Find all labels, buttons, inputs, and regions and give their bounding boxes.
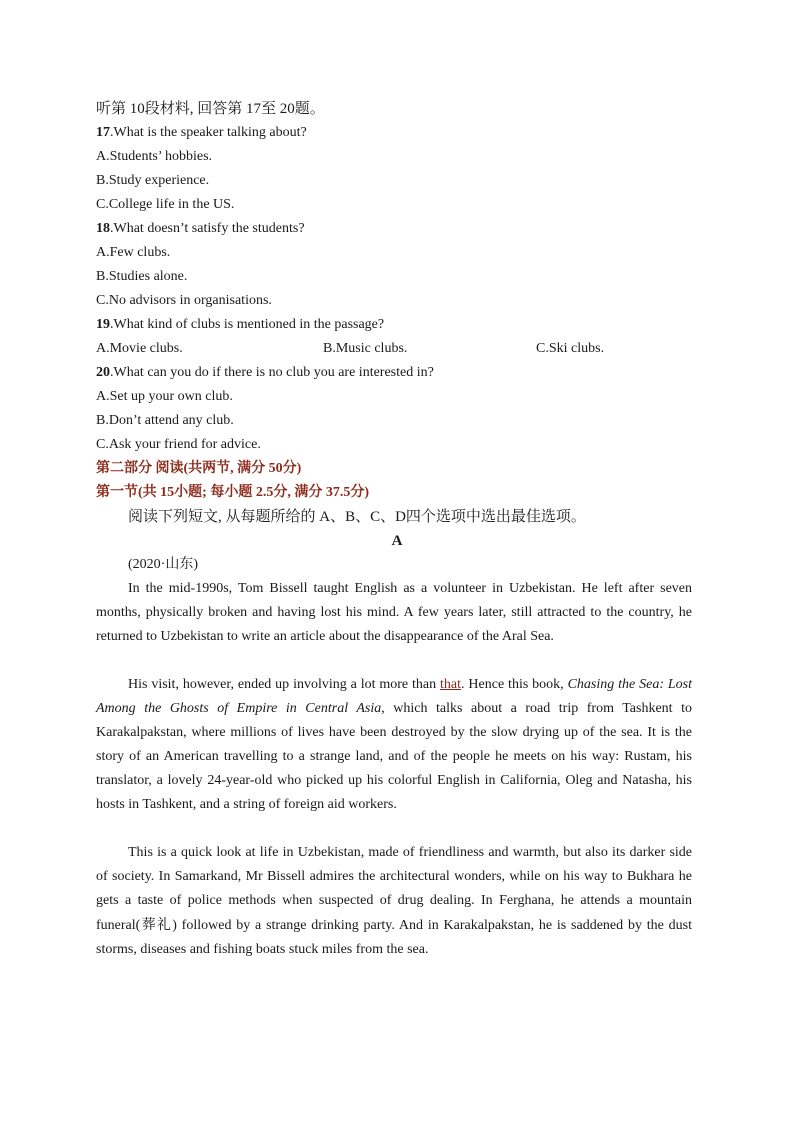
paragraph-text: ) followed by a strange drinking party. And in Karakalpakstan, he is saddened by the dust storms, diseases and fishing boats stuck miles from the sea. xyxy=(96,918,692,957)
option-19-c: C.Ski clubs. xyxy=(536,341,605,356)
question-18 xyxy=(96,217,305,241)
question-text: .What doesn’t satisfy the students? xyxy=(110,221,305,236)
section-intro: 听第 10段材料, 回答第 17至 20题。 xyxy=(96,101,325,117)
option-17-a: A.Students’ hobbies. xyxy=(96,149,213,164)
paragraph-text: His visit, however, ended up involving a lot more than xyxy=(128,677,441,692)
option-19-a: A.Movie clubs. xyxy=(96,341,183,356)
paragraph-text: , which talks about a road trip from Tashkent to Karakalpakstan, where millions of lives have been destroyed by the slow drying up of the sea. It is the story of an American travelling to a strange land, and of the people he meets on his way: Rustam, his translator, a lovely 24-year-old who picked up his colorful English in California, Oleg and Natasha, his hosts in Tashkent, and a string of foreign aid workers. xyxy=(96,701,692,812)
option-20-c: C.Ask your friend for advice. xyxy=(96,437,261,452)
question-19 xyxy=(96,313,384,337)
option-20-a: A.Set up your own club. xyxy=(96,389,233,404)
question-number: 18 xyxy=(96,221,110,236)
paragraph-1: In the mid-1990s, Tom Bissell taught English as a volunteer in Uzbekistan. He left after seven months, physically broken and having lost his mind. A few years later, still attracted to the country, he returned to Uzbekistan to write an article about the disappearance of the Aral Sea. xyxy=(96,581,692,644)
chinese-gloss: 葬礼 xyxy=(140,917,173,933)
option-20-b: B.Don’t attend any club. xyxy=(96,413,234,428)
option-17-b: B.Study experience. xyxy=(96,173,210,188)
source-label: (2020·山东) xyxy=(128,557,198,572)
paragraph-text: This is a quick look at life in Uzbekistan, made of friendliness and warmth, but also its darker side of society. In Samarkand, Mr Bissell admires the architectural wonders, while on his way to Bukhara he gets a taste of police methods when suspected of drug dealing. In Ferghana, he attends a mountain funeral( xyxy=(96,845,692,933)
question-text: .What kind of clubs is mentioned in the passage? xyxy=(110,317,385,332)
option-18-c: C.No advisors in organisations. xyxy=(96,293,272,308)
question-number: 19 xyxy=(96,317,110,332)
paragraph-2 xyxy=(96,673,692,817)
question-text: .What is the speaker talking about? xyxy=(110,125,307,140)
question-text: .What can you do if there is no club you are interested in? xyxy=(110,365,434,380)
option-19-b: B.Music clubs. xyxy=(323,341,408,356)
option-17-c: C.College life in the US. xyxy=(96,197,235,212)
book-title: Chasing the Sea: Lost Among the Ghosts of Empire in Central Asia xyxy=(96,677,693,716)
paragraph-text: . Hence this book, xyxy=(461,677,568,692)
option-18-b: B.Studies alone. xyxy=(96,269,188,284)
question-17 xyxy=(96,121,307,145)
underlined-word: that xyxy=(440,677,462,692)
paragraph-3 xyxy=(96,841,692,962)
reading-instruction: 阅读下列短文, 从每题所给的 A、B、C、D四个选项中选出最佳选项。 xyxy=(128,509,586,525)
part2-heading: 第二部分 阅读(共两节, 满分 50分) xyxy=(96,461,302,476)
section1-heading: 第一节(共 15小题; 每小题 2.5分, 满分 37.5分) xyxy=(96,485,369,500)
question-number: 17 xyxy=(96,125,110,140)
question-20 xyxy=(96,361,434,385)
option-18-a: A.Few clubs. xyxy=(96,245,171,260)
question-number: 20 xyxy=(96,365,110,380)
passage-label: A xyxy=(391,533,403,549)
